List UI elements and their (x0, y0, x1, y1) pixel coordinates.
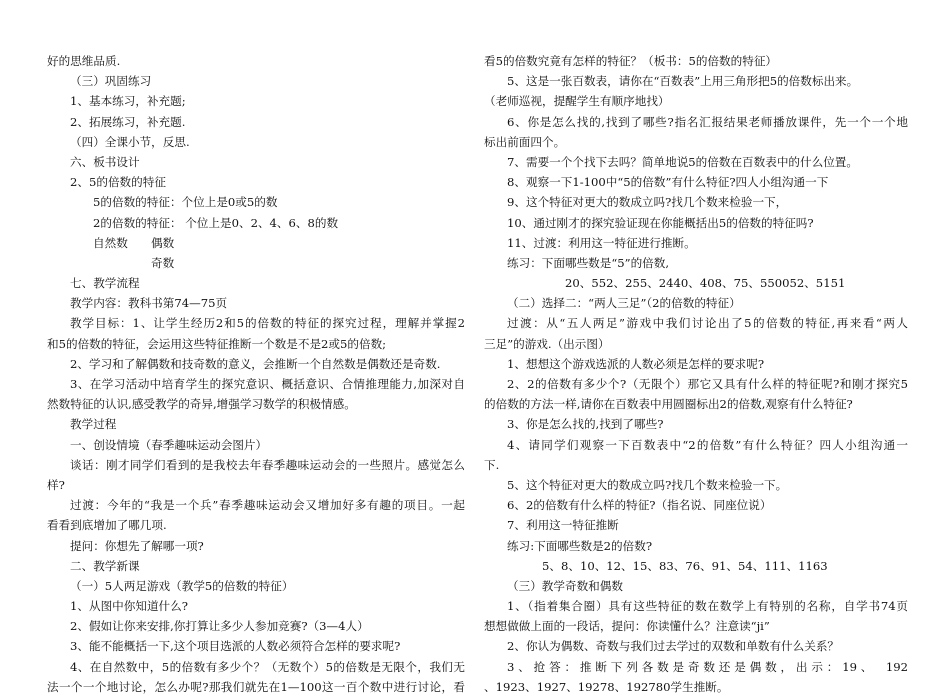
text-line: 2、你认为偶数、奇数与我们过去学过的双数和单数有什么关系？ (507, 639, 840, 654)
text-line: 然数特征的认识,感受教学的奇异,增强学习数学的积极情感。 (47, 397, 356, 412)
text-line: 20、552、255、2440、408、75、550052、5151 (565, 276, 846, 291)
text-line: 练习:下面哪些数是2的倍数? (507, 538, 653, 553)
text-line: 5、这个特征对更大的数成立吗?找几个数来检验一下。 (507, 477, 788, 492)
text-line: 三足”的游戏.（出示图） (484, 336, 610, 351)
text-line: 标出前面四个。 (484, 134, 566, 149)
text-line: 2、假如让你来安排,你打算让多少人参加竞赛?（3—4人） (70, 619, 369, 634)
text-line: 二、教学新课 (70, 558, 140, 573)
text-line: 2、学习和了解偶数和技奇数的意义，会推断一个自然数是偶数还是奇数. (70, 356, 441, 371)
text-line: 1、（指着集合圈）具有这些特征的数在数学上有特别的名称，自学书74页 (507, 599, 908, 614)
text-line: 8、观察一下1-100中“5的倍数”有什么特征?四人小组沟通一下 (507, 175, 829, 190)
text-line: 法一个一个地讨论，怎么办呢?那我们就先在1—100这一百个数中进行讨论，看 (47, 679, 465, 694)
text-line: 过渡：今年的“我是一个兵”春季趣味运动会又增加好多有趣的项目。一起 (70, 498, 465, 513)
text-line: 教学目标：1、让学生经历2和5的倍数的特征的探究过程，理解并掌握2 (70, 316, 465, 331)
text-line: 提问：你想先了解哪一项? (70, 538, 204, 553)
text-line: 1、从图中你知道什么? (70, 599, 188, 614)
text-line: 过渡：从“五人两足”游戏中我们讨论出了5的倍数的特征,再来看“两人 (507, 316, 908, 331)
text-line: （老师巡视，提醒学生有顺序地找） (484, 94, 670, 109)
text-line: 想想做做上面的一段话，提问：你读懂什么？注意读“ji” (484, 619, 770, 634)
text-line: 6、你是怎么找的,找到了哪些?指名汇报结果老师播放课件，先一个一个地 (507, 114, 908, 129)
text-line: 教学过程 (70, 417, 117, 432)
text-line: 教学内容：教科书第74—75页 (70, 296, 228, 311)
text-line: 一、创设情境（春季趣味运动会图片） (70, 437, 268, 452)
text-line: 奇数 (151, 255, 175, 270)
text-line: 10、通过刚才的探究验证现在你能概括出5的倍数的特征吗? (507, 215, 814, 230)
text-line: 5、8、10、12、15、83、76、91、54、111、1163 (542, 558, 828, 573)
text-line: 六、板书设计 (70, 154, 140, 169)
text-line: 9、这个特征对更大的数成立吗?找几个数来检验一下， (507, 195, 788, 210)
text-line: 5、这是一张百数表，请你在“百数表”上用三角形把5的倍数标出来。 (507, 74, 859, 89)
text-line: 1、基本练习，补充题; (70, 94, 186, 109)
text-line: （三）教学奇数和偶数 (507, 578, 623, 593)
text-line: 下. (484, 457, 500, 472)
text-line: 2、拓展练习，补充题. (70, 114, 186, 129)
text-line: 4、请同学们观察一下百数表中“2的倍数”有什么特征？四人小组沟通一 (507, 437, 908, 452)
text-line: 3、能不能概括一下,这个项目选派的人数必须符合怎样的要求呢? (70, 639, 401, 654)
text-line: 4、在自然数中，5的倍数有多少个？（无数个）5的倍数是无限个，我们无 (70, 659, 465, 674)
text-line: （一）5人两足游戏（教学5的倍数的特征） (70, 578, 294, 593)
text-line: 3、你是怎么找的,找到了哪些? (507, 417, 664, 432)
text-line: 3、抢答：推断下列各数是奇数还是偶数，出示：19、 192 (507, 659, 908, 674)
text-line: 样? (47, 477, 65, 492)
text-line: （二）选择二：“两人三足”（2的倍数的特征） (507, 296, 741, 311)
text-line: 和5的倍数的特征，会运用这些特征推断一个数是不是2或5的倍数; (47, 336, 387, 351)
text-line: 谈话：刚才同学们看到的是我校去年春季趣味运动会的一些照片。感觉怎么 (70, 457, 465, 472)
text-line: 6、2的倍数有什么样的特征?（指名说、同座位说） (507, 498, 772, 513)
text-line: 2、5的倍数的特征 (70, 175, 166, 190)
text-line: 七、教学流程 (70, 276, 140, 291)
text-line: 练习：下面哪些数是“5”的倍数, (507, 255, 670, 270)
text-line: 5的倍数的特征：个位上是0或5的数 (93, 195, 278, 210)
text-line: 看看到底增加了哪几项. (47, 518, 167, 533)
text-line: 、1923、1927、19278、192780学生推断。 (484, 679, 729, 694)
text-line: 2、2的倍数有多少个?（无限个）那它又具有什么样的特征呢?和刚才探究5 (507, 377, 908, 391)
text-line: 自然数 偶数 (93, 235, 175, 250)
text-line: 2的倍数的特征： 个位上是0、2、4、6、8的数 (93, 215, 339, 230)
text-line: 3、在学习活动中培育学生的探究意识、概括意识、合情推理能力,加深对自 (70, 377, 465, 391)
text-line: （三）巩固练习 (70, 74, 152, 89)
text-line: 1、想想这个游戏选派的人数必须是怎样的要求呢? (507, 356, 765, 371)
text-line: 11、过渡：利用这一特征进行推断。 (507, 235, 696, 250)
text-line: 好的思维品质. (47, 54, 121, 68)
text-line: 的倍数的方法一样,请你在百数表中用圆圈标出2的倍数,观察有什么特征? (484, 397, 853, 412)
text-line: 看5的倍数究竟有怎样的特征？（板书：5的倍数的特征） (484, 54, 778, 68)
left-column (47, 51, 465, 697)
text-line: 7、需要一个个找下去吗？简单地说5的倍数在百数表中的什么位置。 (507, 154, 858, 169)
text-line: （四）全课小节，反思. (70, 134, 190, 149)
right-column (484, 51, 908, 697)
text-line: 7、利用这一特征推断 (507, 518, 619, 533)
